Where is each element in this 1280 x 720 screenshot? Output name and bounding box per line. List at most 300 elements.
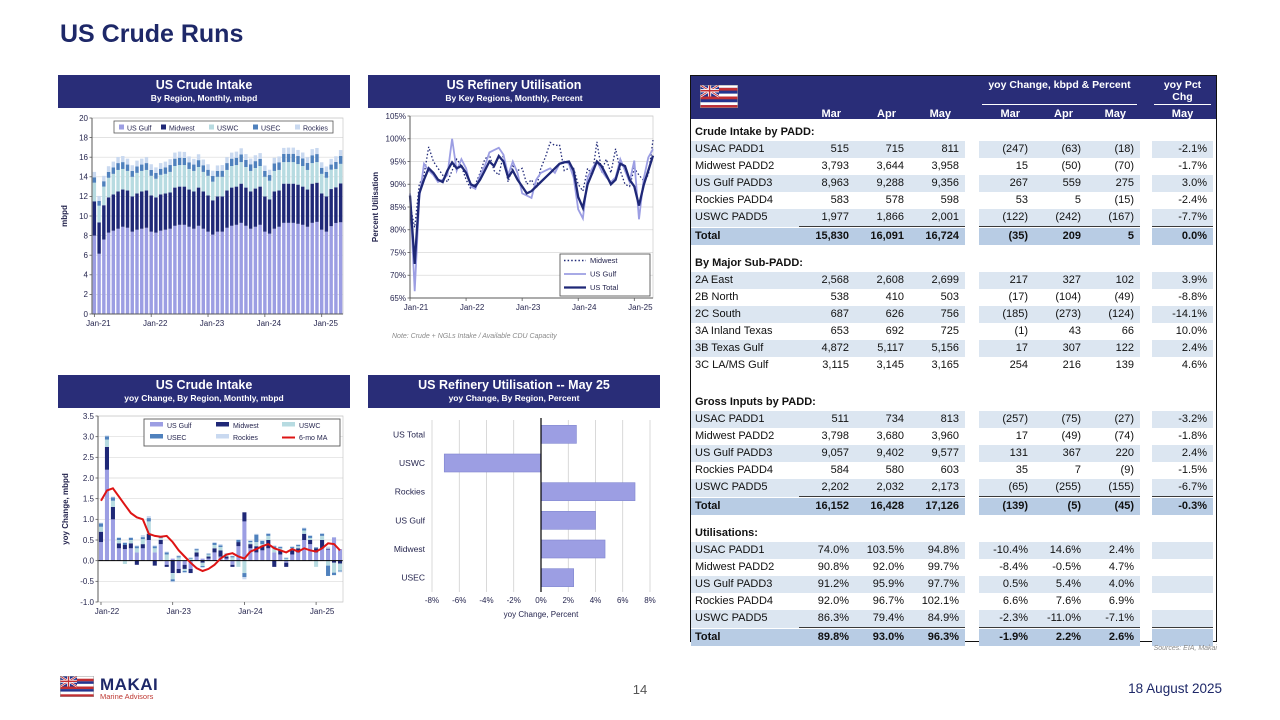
chart-subtitle: yoy Change, By Region, Monthly, mbpd [124, 393, 284, 403]
svg-text:Midwest: Midwest [233, 423, 259, 430]
table-cell [965, 428, 979, 445]
value-cell: 410 [885, 291, 904, 303]
table-row [691, 141, 1216, 158]
table-cell [1140, 340, 1152, 357]
row-label: US Gulf PADD3 [691, 576, 799, 593]
row-label: Midwest PADD2 [695, 561, 775, 573]
svg-text:USWC: USWC [399, 458, 425, 468]
col-header-may: May [929, 108, 951, 120]
value-cell: 9,356 [910, 175, 965, 192]
svg-text:16: 16 [79, 153, 88, 162]
section-gap [691, 515, 1216, 525]
value-cell: 580 [885, 464, 904, 476]
table-cell [1140, 479, 1152, 497]
value-cell: 15,830 [799, 228, 855, 245]
svg-text:yoy Change, Percent: yoy Change, Percent [503, 610, 579, 619]
section-gap [691, 245, 1216, 255]
yoy-cell: 122 [1087, 340, 1140, 357]
value-cell: 97.7% [910, 576, 965, 593]
value-cell: 811 [910, 141, 965, 158]
table-cell [965, 445, 979, 462]
table-cell [965, 479, 979, 497]
value-cell: 3,793 [821, 160, 849, 172]
svg-text:US Gulf: US Gulf [395, 515, 425, 526]
table-row [691, 323, 1216, 340]
pct-cell: 0.0% [1152, 228, 1213, 245]
logo-subtitle: Marine Advisors [100, 692, 154, 701]
yoy-cell: -2.3% [979, 610, 1034, 628]
yoy-cell: (75) [1034, 411, 1087, 428]
yoy-cell: (122) [979, 209, 1034, 227]
value-cell: 3,680 [876, 430, 904, 442]
svg-text:-0.5: -0.5 [80, 577, 94, 587]
table-row [691, 289, 1216, 306]
table-row [691, 209, 1216, 226]
chart-header [368, 75, 660, 108]
yoy-cell: 6.6% [1002, 595, 1028, 607]
sources-note: Sources: EIA, Makai [1153, 645, 1217, 652]
yoy-cell: 2.2% [1034, 629, 1087, 646]
svg-text:75%: 75% [389, 248, 406, 258]
svg-text:6: 6 [83, 251, 88, 260]
page-number: 14 [632, 682, 648, 697]
svg-text:95%: 95% [389, 157, 406, 167]
svg-text:US Gulf: US Gulf [590, 269, 617, 279]
table-row [691, 445, 1216, 462]
pct-cell [1152, 559, 1213, 576]
value-cell: 92.0% [817, 595, 849, 607]
row-label: USAC PADD1 [691, 542, 799, 559]
pct-cell: -1.8% [1178, 430, 1207, 442]
value-cell: 715 [855, 141, 910, 158]
yoy-cell: (35) [979, 228, 1034, 245]
value-cell: 103.5% [855, 542, 910, 559]
table-cell [965, 542, 979, 559]
svg-text:Jan-23: Jan-23 [515, 303, 541, 312]
yoy-cell: 5 [1074, 194, 1081, 206]
pct-cell: -2.1% [1152, 141, 1213, 158]
svg-text:8: 8 [83, 231, 88, 241]
svg-text:4: 4 [83, 270, 88, 280]
yoy-cell: 53 [1015, 194, 1028, 206]
table-cell [965, 593, 979, 610]
table-cell [1140, 498, 1152, 515]
table-cell [965, 610, 979, 628]
yoy-cell: 559 [1034, 175, 1087, 192]
svg-text:Rockies: Rockies [394, 486, 425, 497]
value-cell: 2,032 [855, 479, 910, 497]
svg-text:4%: 4% [589, 596, 602, 605]
yoy-cell: 35 [1015, 464, 1028, 476]
svg-text:2%: 2% [562, 596, 575, 605]
table-cell [1140, 357, 1152, 374]
value-cell: 9,288 [855, 175, 910, 192]
table-cell [965, 289, 979, 306]
svg-text:US Gulf: US Gulf [167, 423, 192, 430]
yoy-cell: (15) [1114, 194, 1134, 206]
table-row [691, 306, 1216, 323]
table-cell [965, 272, 979, 289]
svg-text:Jan-25: Jan-25 [309, 607, 335, 616]
value-cell: 2,608 [855, 272, 910, 289]
svg-text:80%: 80% [389, 225, 406, 235]
svg-text:12: 12 [79, 192, 88, 202]
panel-yoy-change [58, 375, 350, 641]
yoy-cell: (18) [1087, 141, 1140, 158]
value-cell: 626 [855, 306, 910, 323]
value-cell: 9,577 [910, 445, 965, 462]
value-cell: 90.8% [817, 561, 849, 573]
yoy-col-header-may: May [1104, 108, 1126, 120]
svg-text:Midwest: Midwest [169, 125, 195, 133]
table-row [691, 192, 1216, 209]
value-cell: 91.2% [799, 576, 855, 593]
yoy-cell: 4.0% [1087, 576, 1140, 593]
chart-title: US Crude Intake [155, 378, 253, 392]
utilisation-line-chart [368, 108, 660, 331]
svg-text:Jan-23: Jan-23 [199, 319, 225, 328]
table-cell [1140, 289, 1152, 306]
yoy-cell: -11.0% [1034, 610, 1087, 628]
pct-cell: -1.5% [1178, 464, 1207, 476]
row-label: Midwest PADD2 [695, 160, 775, 172]
yoy-cell: -8.4% [999, 561, 1028, 573]
svg-text:US Gulf: US Gulf [127, 125, 152, 133]
value-cell: 583 [830, 194, 849, 206]
value-cell: 93.0% [855, 629, 910, 646]
value-cell: 598 [940, 194, 959, 206]
value-cell: 96.7% [872, 595, 904, 607]
pct-cell: -3.2% [1152, 411, 1213, 428]
svg-text:-4%: -4% [479, 596, 494, 605]
row-label: USAC PADD1 [691, 411, 799, 428]
yoy-cell: (257) [979, 411, 1034, 428]
page-title: US Crude Runs [60, 20, 244, 48]
yoy-cell: (5) [1034, 498, 1087, 515]
value-cell: 9,057 [799, 445, 855, 462]
value-cell: 1,866 [855, 209, 910, 227]
row-label: 2B North [695, 291, 739, 303]
col-header-apr: Apr [877, 108, 896, 120]
svg-text:Jan-22: Jan-22 [459, 303, 485, 312]
yoy-cell: 5 [1087, 228, 1140, 245]
yoy-cell: 367 [1034, 445, 1087, 462]
svg-text:65%: 65% [389, 293, 406, 303]
svg-text:90%: 90% [389, 180, 406, 190]
table-total-row [691, 228, 1216, 245]
pct-cell [1152, 629, 1213, 646]
panel-util-yoy [368, 375, 660, 641]
value-cell: 16,152 [799, 498, 855, 515]
table-header-row-groups [691, 76, 1216, 105]
svg-text:2.5: 2.5 [82, 453, 94, 463]
pct-cell: 3.9% [1152, 272, 1213, 289]
row-label: USWC PADD5 [691, 209, 799, 227]
value-cell: 3,165 [931, 359, 959, 371]
row-label: 3A Inland Texas [695, 325, 773, 337]
svg-text:Jan-23: Jan-23 [166, 607, 191, 616]
value-cell: 86.3% [799, 610, 855, 628]
chart-title: US Crude Intake [155, 78, 253, 92]
table-cell [1140, 542, 1152, 559]
table-row [691, 462, 1216, 479]
svg-text:Rockies: Rockies [233, 435, 258, 442]
table-cell [1140, 559, 1152, 576]
table-cell [965, 175, 979, 192]
svg-text:Jan-21: Jan-21 [403, 303, 429, 312]
svg-text:1.5: 1.5 [82, 494, 94, 504]
chart-note: Note: Crude + NGLs Intake / Available CDU Capacity [392, 333, 557, 340]
svg-text:0: 0 [83, 309, 88, 319]
svg-text:2: 2 [83, 290, 88, 300]
table-cell [1140, 175, 1152, 192]
row-label: Total [691, 629, 799, 646]
table-cell [1140, 411, 1152, 428]
table-cell [1140, 629, 1152, 646]
yoy-cell: (185) [979, 306, 1034, 323]
yoy-cell: -10.4% [979, 542, 1034, 559]
value-cell: 2,173 [910, 479, 965, 497]
pct-cell [1152, 542, 1213, 559]
yoy-cell: 5.4% [1034, 576, 1087, 593]
section-gap [691, 374, 1216, 394]
yoy-cell: 17 [1015, 430, 1028, 442]
section-title: Gross Inputs by PADD: [695, 396, 816, 408]
value-cell: 96.3% [910, 629, 965, 646]
table-cell [1140, 428, 1152, 445]
pct-cell [1152, 593, 1213, 610]
section-title: Utilisations: [695, 527, 758, 539]
yoy-cell: 0.5% [979, 576, 1034, 593]
logo-name: MAKAI [100, 675, 159, 694]
value-cell: 102.1% [921, 595, 959, 607]
value-cell: 578 [885, 194, 904, 206]
table-header [691, 76, 1216, 119]
yoy-cell: (1) [1014, 325, 1028, 337]
pct-cell: -8.8% [1178, 291, 1207, 303]
value-cell: 3,960 [931, 430, 959, 442]
crude-intake-stacked-bar-chart [58, 108, 350, 350]
svg-text:Jan-21: Jan-21 [86, 319, 111, 328]
row-label: US Gulf PADD3 [691, 175, 799, 192]
value-cell: 3,115 [822, 359, 849, 371]
value-cell: 16,428 [855, 498, 910, 515]
row-label: 2C South [691, 306, 799, 323]
pct-cell: -6.7% [1152, 479, 1213, 497]
section-title: By Major Sub-PADD: [695, 257, 803, 269]
yoy-cell: (167) [1087, 209, 1140, 227]
table-cell [1140, 593, 1152, 610]
table-body [691, 119, 1216, 646]
svg-text:Jan-24: Jan-24 [238, 607, 263, 616]
value-cell: 2,568 [799, 272, 855, 289]
svg-text:Rockies: Rockies [303, 125, 328, 133]
table-row [691, 272, 1216, 289]
value-cell: 2,699 [910, 272, 965, 289]
yoy-cell: 139 [1115, 359, 1134, 371]
chart-subtitle: yoy Change, By Region, Percent [448, 393, 580, 403]
pct-cell: 2.4% [1152, 340, 1213, 357]
pct-cell: -7.7% [1152, 209, 1213, 227]
value-cell: 511 [799, 411, 855, 428]
value-cell: 4,872 [799, 340, 855, 357]
yoy-cell: 2.6% [1087, 629, 1140, 646]
svg-text:Jan-22: Jan-22 [142, 319, 168, 328]
table-row [691, 175, 1216, 192]
svg-text:Midwest: Midwest [590, 256, 618, 265]
yoy-cell: (49) [1061, 430, 1081, 442]
svg-text:US Total: US Total [393, 429, 425, 440]
svg-text:3.0: 3.0 [82, 432, 94, 442]
pct-cell: 3.0% [1152, 175, 1213, 192]
panel-crude-intake [58, 75, 350, 350]
yoy-cell: 66 [1121, 325, 1134, 337]
yoy-cell: (49) [1114, 291, 1134, 303]
table-cell [1140, 228, 1152, 245]
pct-cell: -14.1% [1152, 306, 1213, 323]
chart-title: US Refinery Utilisation [446, 78, 582, 92]
value-cell: 8,963 [799, 175, 855, 192]
chart-header [58, 375, 350, 408]
row-label: US Gulf PADD3 [691, 445, 799, 462]
chart-header [58, 75, 350, 108]
svg-text:14: 14 [79, 172, 88, 182]
yoy-cell: 307 [1034, 340, 1087, 357]
yoy-col-header-apr: Apr [1054, 108, 1073, 120]
section-title: Crude Intake by PADD: [695, 126, 815, 138]
svg-text:100%: 100% [385, 134, 406, 144]
svg-text:2.0: 2.0 [82, 473, 94, 483]
table-row [691, 158, 1216, 175]
pct-cell [1152, 576, 1213, 593]
yoy-cell: 102 [1087, 272, 1140, 289]
value-cell: 2,202 [799, 479, 855, 497]
value-cell: 3,644 [876, 160, 904, 172]
chart-subtitle: By Region, Monthly, mbpd [150, 93, 258, 103]
row-label: Total [691, 228, 799, 245]
svg-text:US Total: US Total [590, 283, 619, 292]
value-cell: 3,958 [931, 160, 959, 172]
table-row [691, 411, 1216, 428]
value-cell: 538 [830, 291, 849, 303]
svg-text:6-mo MA: 6-mo MA [299, 435, 328, 442]
row-label: Total [691, 498, 799, 515]
svg-text:mbpd: mbpd [60, 205, 69, 227]
table-cell [965, 306, 979, 323]
yoy-cell: -1.9% [979, 629, 1034, 646]
svg-text:-8%: -8% [424, 596, 440, 605]
yoy-cell: (124) [1087, 306, 1140, 323]
value-cell: 92.0% [872, 561, 904, 573]
value-cell: 1,977 [799, 209, 855, 227]
pct-cell: 10.0% [1175, 325, 1207, 337]
table-row [691, 593, 1216, 610]
table-row [691, 559, 1216, 576]
table-cell [1140, 445, 1152, 462]
yoy-change-bar-chart [58, 408, 350, 641]
table-cell [965, 411, 979, 428]
value-cell: 515 [799, 141, 855, 158]
yoy-cell: (104) [1055, 291, 1081, 303]
yoy-cell: 7 [1074, 464, 1081, 476]
table-row [691, 340, 1216, 357]
yoy-cell: (247) [979, 141, 1034, 158]
pct-col-header-may: May [1171, 108, 1194, 120]
yoy-cell: 220 [1087, 445, 1140, 462]
table-cell [1140, 192, 1152, 209]
value-cell: 94.8% [910, 542, 965, 559]
chart-title: US Refinery Utilisation -- May 25 [418, 378, 610, 392]
yoy-cell: (70) [1114, 160, 1134, 172]
table-row [691, 428, 1216, 445]
svg-text:8%: 8% [644, 596, 656, 605]
date: 18 August 2025 [1128, 681, 1222, 696]
yoy-cell: (155) [1087, 479, 1140, 497]
yoy-cell: (273) [1034, 306, 1087, 323]
table-cell [965, 323, 979, 340]
svg-text:Jan-24: Jan-24 [571, 303, 597, 312]
table-cell [965, 498, 979, 515]
row-label: 3B Texas Gulf [691, 340, 799, 357]
table-row [691, 479, 1216, 496]
value-cell: 734 [855, 411, 910, 428]
svg-text:Jan-24: Jan-24 [256, 319, 282, 328]
table-cell [1140, 306, 1152, 323]
yoy-cell: (27) [1087, 411, 1140, 428]
table-row [691, 610, 1216, 627]
svg-text:Jan-25: Jan-25 [628, 303, 653, 312]
value-cell: 79.4% [855, 610, 910, 628]
yoy-cell: 275 [1087, 175, 1140, 192]
table-cell [1140, 158, 1152, 175]
svg-text:-6%: -6% [452, 596, 467, 605]
value-cell: 99.7% [927, 561, 959, 573]
svg-text:70%: 70% [389, 271, 406, 281]
util-yoy-hbar-chart [368, 408, 660, 641]
svg-text:1.0: 1.0 [82, 515, 94, 525]
hawaii-flag-icon [700, 85, 738, 113]
table-row [691, 576, 1216, 593]
pct-cell: -0.3% [1152, 498, 1213, 515]
yoy-cell: 43 [1068, 325, 1081, 337]
svg-text:yoy Change, mbpd: yoy Change, mbpd [61, 473, 70, 545]
svg-text:Percent Utilisation: Percent Utilisation [371, 171, 380, 243]
value-cell: 2,001 [910, 209, 965, 227]
table-total-row [691, 498, 1216, 515]
chart-subtitle: By Key Regions, Monthly, Percent [445, 93, 583, 103]
yoy-cell: (9) [1120, 464, 1134, 476]
svg-text:USEC: USEC [261, 125, 281, 133]
svg-text:Jan-22: Jan-22 [94, 607, 120, 616]
yoy-cell: -0.5% [1052, 561, 1081, 573]
yoy-cell: (255) [1034, 479, 1087, 497]
svg-text:USEC: USEC [401, 572, 425, 583]
pct-cell [1152, 610, 1213, 628]
value-cell: 725 [940, 325, 959, 337]
yoy-cell: 216 [1062, 359, 1081, 371]
yoy-cell: 254 [1009, 359, 1028, 371]
svg-text:Midwest: Midwest [393, 544, 425, 554]
row-label: Midwest PADD2 [695, 430, 775, 442]
row-label: USAC PADD1 [691, 141, 799, 158]
value-cell: 653 [830, 325, 849, 337]
svg-text:0.0: 0.0 [82, 556, 94, 566]
value-cell: 813 [910, 411, 965, 428]
yoy-cell: 14.6% [1034, 542, 1087, 559]
svg-text:USWC: USWC [217, 125, 239, 133]
yoy-cell: 17 [979, 340, 1034, 357]
value-cell: 95.9% [855, 576, 910, 593]
